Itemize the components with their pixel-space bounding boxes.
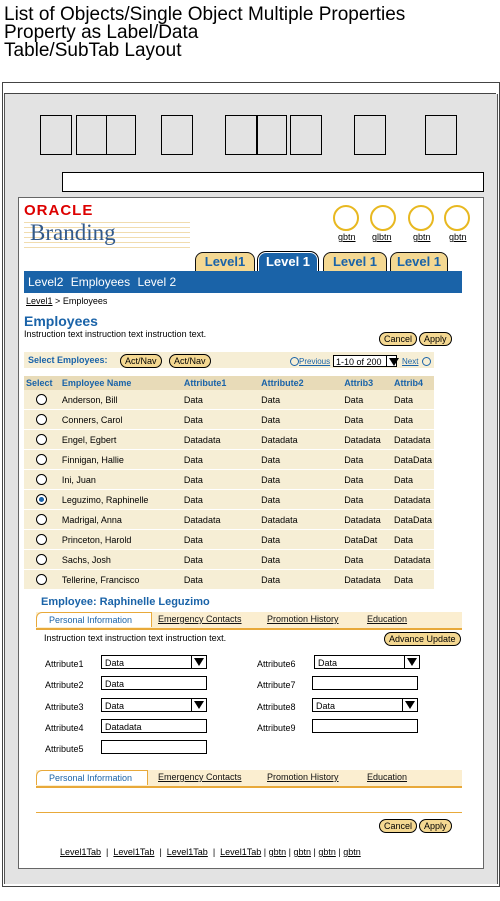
employee-name: Tellerine, Francisco <box>60 570 182 590</box>
attribute1-cell: Datadata <box>182 430 259 450</box>
attrib3-cell: Data <box>342 470 392 490</box>
chevron-down-icon[interactable] <box>404 656 419 668</box>
employee-name: Finnigan, Hallie <box>60 450 182 470</box>
field-label-attribute1: Attribute1 <box>45 659 84 669</box>
attribute1-cell: Data <box>182 450 259 470</box>
toolbar-button-8[interactable] <box>354 115 386 155</box>
breadcrumb-current: Employees <box>62 296 108 306</box>
instruction-text: Instruction text instruction text instruction text. <box>24 329 207 339</box>
subtab-education[interactable]: Education <box>367 772 408 782</box>
attribute1-cell: Data <box>182 490 259 510</box>
attribute1-cell: Data <box>182 530 259 550</box>
subtab-personal-information[interactable]: Personal Information <box>36 770 148 785</box>
tab-level1[interactable]: Level 1 <box>323 252 387 271</box>
employee-name: Madrigal, Anna <box>60 510 182 530</box>
attrib3-cell: Data <box>342 450 392 470</box>
global-button-icon[interactable] <box>444 205 470 231</box>
attrib4-cell: Data <box>392 470 434 490</box>
row-radio[interactable] <box>36 494 47 505</box>
attrib4-cell: Datadata <box>392 430 434 450</box>
attribute2-cell: Data <box>259 470 342 490</box>
attribute2-cell: Data <box>259 490 342 510</box>
global-button-label[interactable]: gbtn <box>449 232 467 242</box>
employee-name: Leguzimo, Raphinelle <box>60 490 182 510</box>
employee-name: Sachs, Josh <box>60 550 182 570</box>
attribute2-cell: Data <box>259 550 342 570</box>
row-radio[interactable] <box>36 434 47 445</box>
footer-links: Level1Tab | Level1Tab | Level1Tab | Level1Tab | gbtn | gbtn | gbtn | gbtn <box>60 847 361 857</box>
table-row[interactable] <box>24 430 434 450</box>
attrib3-cell: DataDat <box>342 530 392 550</box>
attribute2-cell: Data <box>259 410 342 430</box>
chevron-down-icon[interactable] <box>402 699 417 711</box>
toolbar-button-7[interactable] <box>290 115 322 155</box>
table-row[interactable] <box>24 490 434 510</box>
employees-table <box>24 376 434 590</box>
row-radio[interactable] <box>36 554 47 565</box>
chevron-down-icon[interactable] <box>386 356 396 366</box>
attribute2-cell: Data <box>259 450 342 470</box>
table-row[interactable] <box>24 470 434 490</box>
toolbar-button-5[interactable] <box>225 115 257 155</box>
attribute6-select[interactable] <box>314 655 420 669</box>
attribute9-input[interactable] <box>312 719 418 733</box>
breadcrumb <box>26 296 107 306</box>
chevron-down-icon[interactable] <box>191 656 206 668</box>
attribute1-cell: Data <box>182 570 259 590</box>
footer-link[interactable]: gbtn <box>293 847 311 857</box>
attribute1-cell: Data <box>182 410 259 430</box>
level2-item[interactable]: Level2 <box>28 275 64 289</box>
address-bar[interactable] <box>62 172 484 192</box>
level2-item-employees[interactable]: Employees <box>70 275 131 289</box>
attribute2-cell: Data <box>259 530 342 550</box>
attribute2-input[interactable]: Data <box>101 676 207 690</box>
act-nav-button[interactable]: Act/Nav <box>120 354 162 368</box>
header-line-3: Table/SubTab Layout <box>4 40 182 61</box>
attribute1-cell: Datadata <box>182 510 259 530</box>
attrib3-cell: Datadata <box>342 510 392 530</box>
attrib3-cell: Data <box>342 550 392 570</box>
attribute2-cell: Data <box>259 570 342 590</box>
subtab-emergency-contacts[interactable]: Emergency Contacts <box>158 614 242 624</box>
table-row[interactable] <box>24 510 434 530</box>
field-label-attribute3: Attribute3 <box>45 702 84 712</box>
footer-link[interactable]: Level1Tab <box>166 847 208 857</box>
page-range-value: 1-10 of 200 <box>336 357 382 367</box>
browser-titlebar <box>4 84 496 94</box>
previous-link[interactable]: Previous <box>299 357 331 366</box>
attribute2-cell: Datadata <box>259 430 342 450</box>
toolbar-button-4[interactable] <box>161 115 193 155</box>
page-title: Employees <box>24 313 98 329</box>
column-header-attrib4: Attrib4 <box>392 376 434 390</box>
field-label-attribute6: Attribute6 <box>257 659 296 669</box>
tab-level1[interactable]: Level 1 <box>390 252 448 271</box>
column-header-attrib3: Attrib3 <box>342 376 392 390</box>
table-row[interactable] <box>24 570 434 590</box>
attribute1-cell: Data <box>182 550 259 570</box>
attribute2-cell: Datadata <box>259 510 342 530</box>
toolbar-button-1[interactable] <box>40 115 72 155</box>
subtab-emergency-contacts[interactable]: Emergency Contacts <box>158 772 242 782</box>
subtab-bar <box>36 612 462 630</box>
attrib4-cell: DataData <box>392 450 434 470</box>
attribute3-select[interactable] <box>101 698 207 712</box>
advance-update-button[interactable]: Advance Update <box>384 632 461 646</box>
employee-name: Ini, Juan <box>60 470 182 490</box>
field-label-attribute9: Attribute9 <box>257 723 296 733</box>
toolbar-button-2[interactable] <box>76 115 108 155</box>
row-radio[interactable] <box>36 474 47 485</box>
level2-bar <box>24 271 462 293</box>
header-line-2: Property as Label/Data <box>4 22 199 43</box>
field-label-attribute2: Attribute2 <box>45 680 84 690</box>
field-label-attribute8: Attribute8 <box>257 702 296 712</box>
footer-link[interactable]: Level1Tab <box>220 847 262 857</box>
row-radio[interactable] <box>36 514 47 525</box>
attrib3-cell: Data <box>342 410 392 430</box>
cancel-button[interactable]: Cancel <box>379 332 417 346</box>
global-button-label[interactable]: glbtn <box>372 232 392 242</box>
employee-name: Anderson, Bill <box>60 390 182 410</box>
attribute8-select[interactable] <box>312 698 418 712</box>
attribute4-input[interactable]: Datadata <box>101 719 207 733</box>
next-link[interactable]: Next <box>402 357 419 366</box>
next-icon[interactable] <box>422 357 431 366</box>
attrib4-cell: Data <box>392 410 434 430</box>
subtab-education[interactable]: Education <box>367 614 408 624</box>
toolbar-button-3[interactable] <box>106 115 136 155</box>
row-radio[interactable] <box>36 394 47 405</box>
attribute2-cell: Data <box>259 390 342 410</box>
attrib3-cell: Datadata <box>342 570 392 590</box>
attribute8-value: Data <box>316 701 336 711</box>
employee-name: Engel, Egbert <box>60 430 182 450</box>
row-radio[interactable] <box>36 534 47 545</box>
employee-title: Employee: Raphinelle Leguzimo <box>41 596 210 608</box>
employee-name: Princeton, Harold <box>60 530 182 550</box>
detail-instruction: Instruction text instruction text instruction text. <box>44 633 227 643</box>
attrib3-cell: Data <box>342 490 392 510</box>
oracle-logo: ORACLE <box>24 202 94 219</box>
footer-link[interactable]: gbtn <box>343 847 361 857</box>
tab-level1-active[interactable]: Level 1 <box>258 252 318 271</box>
attribute5-input[interactable] <box>101 740 207 754</box>
field-label-attribute7: Attribute7 <box>257 680 296 690</box>
attrib4-cell: Datadata <box>392 550 434 570</box>
attribute6-value: Data <box>318 658 338 668</box>
subtab-bar-bottom <box>36 770 462 788</box>
row-radio[interactable] <box>36 574 47 585</box>
subtab-personal-information[interactable]: Personal Information <box>36 612 152 627</box>
divider <box>36 812 462 813</box>
cancel-button[interactable]: Cancel <box>379 819 417 833</box>
footer-link[interactable]: gbtn <box>318 847 336 857</box>
branding-name: Branding <box>30 220 116 245</box>
footer-link[interactable]: Level1Tab <box>113 847 155 857</box>
global-button-label[interactable]: gbtn <box>338 232 356 242</box>
table-row[interactable] <box>24 530 434 550</box>
attribute1-select[interactable] <box>101 655 207 669</box>
attrib4-cell: DataData <box>392 510 434 530</box>
employee-name: Conners, Carol <box>60 410 182 430</box>
table-row[interactable] <box>24 390 434 410</box>
column-header-attribute2: Attribute2 <box>259 376 342 390</box>
global-button-icon[interactable] <box>408 205 434 231</box>
global-button-label[interactable]: gbtn <box>413 232 431 242</box>
chevron-down-icon[interactable] <box>191 699 206 711</box>
column-header-select: Select <box>24 376 60 390</box>
table-row[interactable] <box>24 550 434 570</box>
attribute1-value: Data <box>105 658 125 668</box>
attribute1-cell: Data <box>182 470 259 490</box>
subtab-promotion-history[interactable]: Promotion History <box>267 614 339 624</box>
attribute1-cell: Data <box>182 390 259 410</box>
row-radio[interactable] <box>36 414 47 425</box>
breadcrumb-link[interactable]: Level1 <box>26 296 53 306</box>
field-label-attribute5: Attribute5 <box>45 744 84 754</box>
attrib3-cell: Datadata <box>342 430 392 450</box>
table-row[interactable] <box>24 450 434 470</box>
toolbar-button-9[interactable] <box>425 115 457 155</box>
attrib3-cell: Data <box>342 390 392 410</box>
level2-item[interactable]: Level 2 <box>137 275 177 289</box>
table-row[interactable] <box>24 410 434 430</box>
attribute3-value: Data <box>105 701 125 711</box>
footer-link[interactable]: gbtn <box>268 847 287 857</box>
attrib4-cell: Data <box>392 570 434 590</box>
row-radio[interactable] <box>36 454 47 465</box>
select-employees-label: Select Employees: <box>28 355 108 365</box>
breadcrumb-sep: > <box>55 296 61 306</box>
attrib4-cell: Data <box>392 530 434 550</box>
subtab-promotion-history[interactable]: Promotion History <box>267 772 339 782</box>
field-label-attribute4: Attribute4 <box>45 723 84 733</box>
column-header-name: Employee Name <box>60 376 182 390</box>
page-range-select[interactable] <box>333 355 397 367</box>
attribute7-input[interactable] <box>312 676 418 690</box>
previous-icon[interactable] <box>290 357 299 366</box>
footer-link[interactable]: Level1Tab <box>60 847 102 857</box>
header-line-1: List of Objects/Single Object Multiple Properties <box>4 4 406 25</box>
apply-button[interactable]: Apply <box>419 819 452 833</box>
tab-level1[interactable]: Level1 <box>195 252 255 271</box>
apply-button[interactable]: Apply <box>419 332 452 346</box>
attrib4-cell: Data <box>392 390 434 410</box>
attrib4-cell: Datadata <box>392 490 434 510</box>
column-header-attribute1: Attribute1 <box>182 376 259 390</box>
act-nav-button[interactable]: Act/Nav <box>169 354 211 368</box>
toolbar-button-6[interactable] <box>257 115 287 155</box>
global-button-icon[interactable] <box>333 205 359 231</box>
global-button-icon[interactable] <box>370 205 396 231</box>
